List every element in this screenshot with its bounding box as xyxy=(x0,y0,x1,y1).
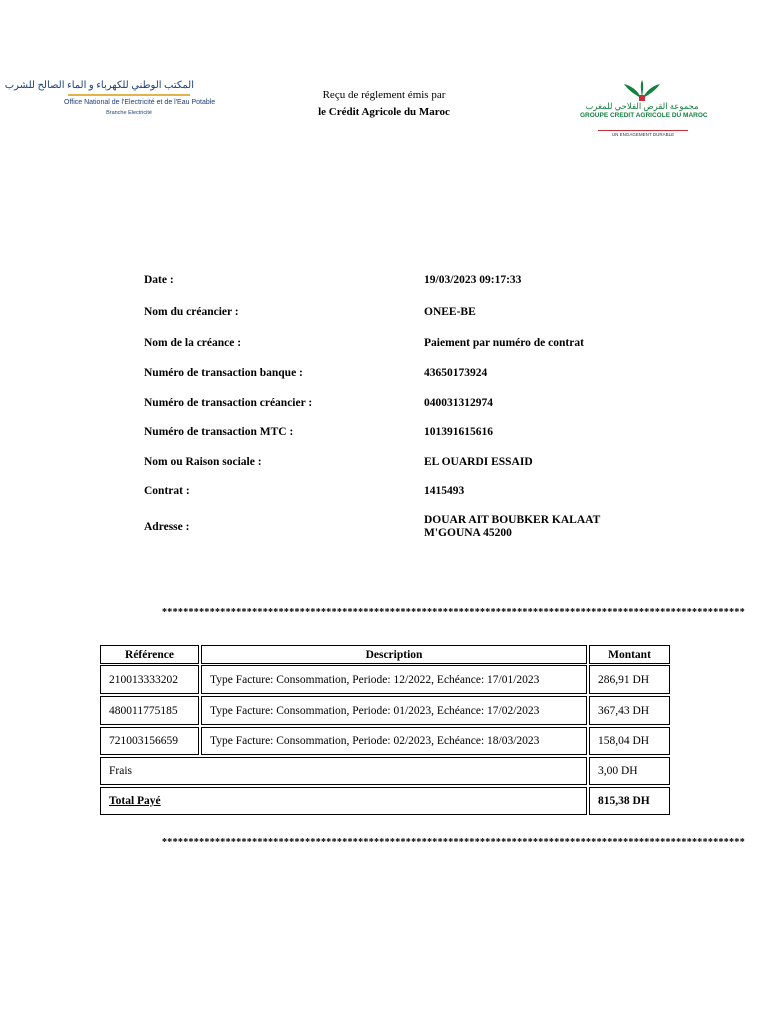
row1-reference: 210013333202 xyxy=(100,665,199,694)
onee-logo-arabic: المكتب الوطني للكهرباء و الماء الصالح للشرب xyxy=(4,80,194,91)
address-line1: DOUAR AIT BOUBKER KALAAT xyxy=(424,514,601,526)
gcam-leaf-icon xyxy=(614,78,670,102)
row3-description: Type Facture: Consommation, Periode: 02/2023, Echéance: 18/03/2023 xyxy=(201,727,587,755)
header-description: Description xyxy=(201,645,587,664)
creditor-name-value: ONEE-BE xyxy=(424,306,476,318)
gcam-logo-arabic: مجموعة القرض الفلاحي للمغرب xyxy=(585,101,699,111)
claim-name-label: Nom de la créance : xyxy=(144,337,242,349)
contract-label: Contrat : xyxy=(144,485,190,497)
receipt-title xyxy=(284,87,484,121)
row3-amount: 158,04 DH xyxy=(589,727,670,755)
address-line2: M'GOUNA 45200 xyxy=(424,527,512,539)
row3-reference: 721003156659 xyxy=(100,727,199,755)
gcam-logo-slogan: UN ENGAGEMENT DURABLE xyxy=(598,130,688,137)
creditor-name-label: Nom du créancier : xyxy=(144,306,239,318)
gcam-logo-french: GROUPE CREDIT AGRICOLE DU MAROC xyxy=(580,112,708,119)
row2-reference: 480011775185 xyxy=(100,696,199,725)
onee-logo-branch: Branche Electricité xyxy=(106,110,152,116)
creditor-transaction-value: 040031312974 xyxy=(424,397,493,409)
header-amount: Montant xyxy=(589,645,670,664)
bank-transaction-value: 43650173924 xyxy=(424,367,488,379)
separator-bottom: ************************************************************************************************************** xyxy=(162,837,745,848)
mtc-transaction-value: 101391615616 xyxy=(424,426,493,438)
claim-name-value: Paiement par numéro de contrat xyxy=(424,337,584,349)
row2-amount: 367,43 DH xyxy=(589,696,670,725)
total-amount: 815,38 DH xyxy=(589,787,670,815)
receipt-title-line1: Reçu de réglement émis par xyxy=(322,89,446,101)
customer-name-label: Nom ou Raison sociale : xyxy=(144,456,262,468)
fees-label: Frais xyxy=(100,757,587,785)
date-value: 19/03/2023 09:17:33 xyxy=(424,274,522,286)
date-label: Date : xyxy=(144,274,174,286)
onee-logo-bar xyxy=(68,94,190,96)
address-label: Adresse : xyxy=(144,521,190,533)
separator-top: ************************************************************************************************************** xyxy=(162,607,745,618)
onee-logo-french: Office National de l'Electricité et de l'Eau Potable xyxy=(64,99,216,106)
total-label: Total Payé xyxy=(100,787,587,815)
contract-value: 1415493 xyxy=(424,485,465,497)
row1-description: Type Facture: Consommation, Periode: 12/2022, Echéance: 17/01/2023 xyxy=(201,665,587,694)
bank-transaction-label: Numéro de transaction banque : xyxy=(144,367,303,379)
creditor-transaction-label: Numéro de transaction créancier : xyxy=(144,397,313,409)
address-value xyxy=(424,514,600,540)
onee-logo xyxy=(4,80,216,130)
header-reference: Référence xyxy=(100,645,199,664)
gcam-logo xyxy=(580,78,708,140)
mtc-transaction-label: Numéro de transaction MTC : xyxy=(144,426,294,438)
receipt-title-line2: le Crédit Agricole du Maroc xyxy=(318,106,450,118)
row1-amount: 286,91 DH xyxy=(589,665,670,694)
customer-name-value: EL OUARDI ESSAID xyxy=(424,456,533,468)
fees-amount: 3,00 DH xyxy=(589,757,670,785)
row2-description: Type Facture: Consommation, Periode: 01/2023, Echéance: 17/02/2023 xyxy=(201,696,587,725)
